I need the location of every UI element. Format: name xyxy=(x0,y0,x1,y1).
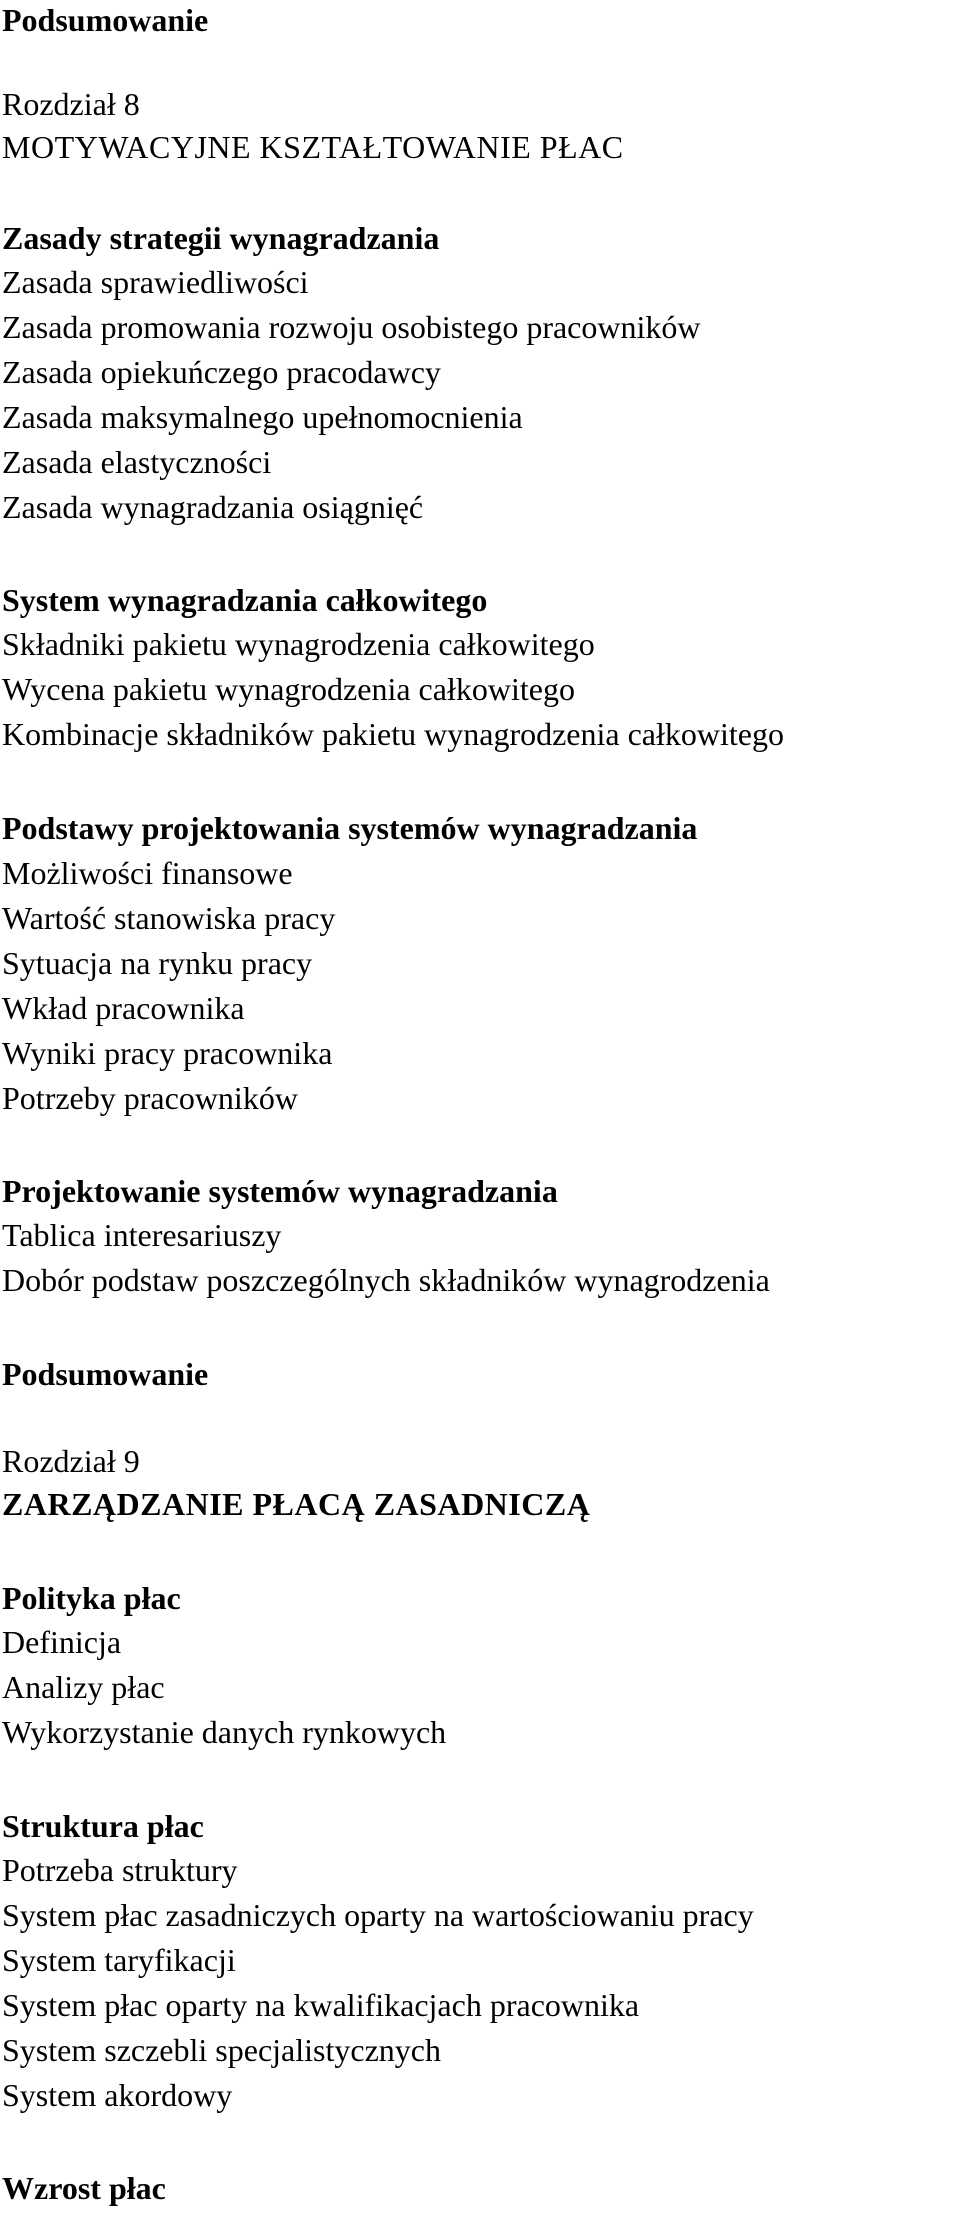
chapter-title-8: MOTYWACYJNE KSZTAŁTOWANIE PŁAC xyxy=(2,129,624,165)
list-item: Składniki pakietu wynagrodzenia całkowitego xyxy=(2,626,595,662)
list-item: Zasada sprawiedliwości xyxy=(2,264,309,300)
list-item: Zasada opiekuńczego pracodawcy xyxy=(2,354,441,390)
heading-podsumowanie-1: Podsumowanie xyxy=(2,2,209,38)
list-item: System akordowy xyxy=(2,2077,233,2113)
section-heading: Podstawy projektowania systemów wynagradzania xyxy=(2,810,698,846)
list-item: System taryfikacji xyxy=(2,1942,236,1978)
list-item: Tablica interesariuszy xyxy=(2,1217,282,1253)
list-item: Potrzeby pracowników xyxy=(2,1080,298,1116)
list-item: Potrzeba struktury xyxy=(2,1852,238,1888)
section-heading: System wynagradzania całkowitego xyxy=(2,582,488,618)
list-item: System szczebli specjalistycznych xyxy=(2,2032,441,2068)
list-item: Możliwości finansowe xyxy=(2,855,293,891)
section-heading: Zasady strategii wynagradzania xyxy=(2,220,440,256)
list-item: Wyniki pracy pracownika xyxy=(2,1035,333,1071)
chapter-number-8: Rozdział 8 xyxy=(2,86,140,122)
list-item: Zasada wynagradzania osiągnięć xyxy=(2,489,424,525)
list-item: Sytuacja na rynku pracy xyxy=(2,945,313,981)
section-heading: Projektowanie systemów wynagradzania xyxy=(2,1173,558,1209)
list-item: System płac oparty na kwalifikacjach pracownika xyxy=(2,1987,640,2023)
list-item: Analizy płac xyxy=(2,1669,165,1705)
list-item: System płac zasadniczych oparty na wartościowaniu pracy xyxy=(2,1897,754,1933)
heading-podsumowanie-2: Podsumowanie xyxy=(2,1356,209,1392)
list-item: Zasada elastyczności xyxy=(2,444,272,480)
list-item: Dobór podstaw poszczególnych składników wynagrodzenia xyxy=(2,1262,770,1298)
section-heading: Struktura płac xyxy=(2,1808,204,1844)
section-heading: Wzrost płac xyxy=(2,2170,166,2206)
list-item: Zasada promowania rozwoju osobistego pracowników xyxy=(2,309,701,345)
list-item: Wycena pakietu wynagrodzenia całkowitego xyxy=(2,671,575,707)
chapter-title-9: ZARZĄDZANIE PŁACĄ ZASADNICZĄ xyxy=(2,1486,591,1522)
list-item: Wykorzystanie danych rynkowych xyxy=(2,1714,447,1750)
list-item: Kombinacje składników pakietu wynagrodzenia całkowitego xyxy=(2,716,784,752)
list-item: Definicja xyxy=(2,1624,122,1660)
chapter-number-9: Rozdział 9 xyxy=(2,1443,140,1479)
list-item: Wkład pracownika xyxy=(2,990,245,1026)
list-item: Zasada maksymalnego upełnomocnienia xyxy=(2,399,523,435)
list-item: Wartość stanowiska pracy xyxy=(2,900,336,936)
section-heading: Polityka płac xyxy=(2,1580,181,1616)
